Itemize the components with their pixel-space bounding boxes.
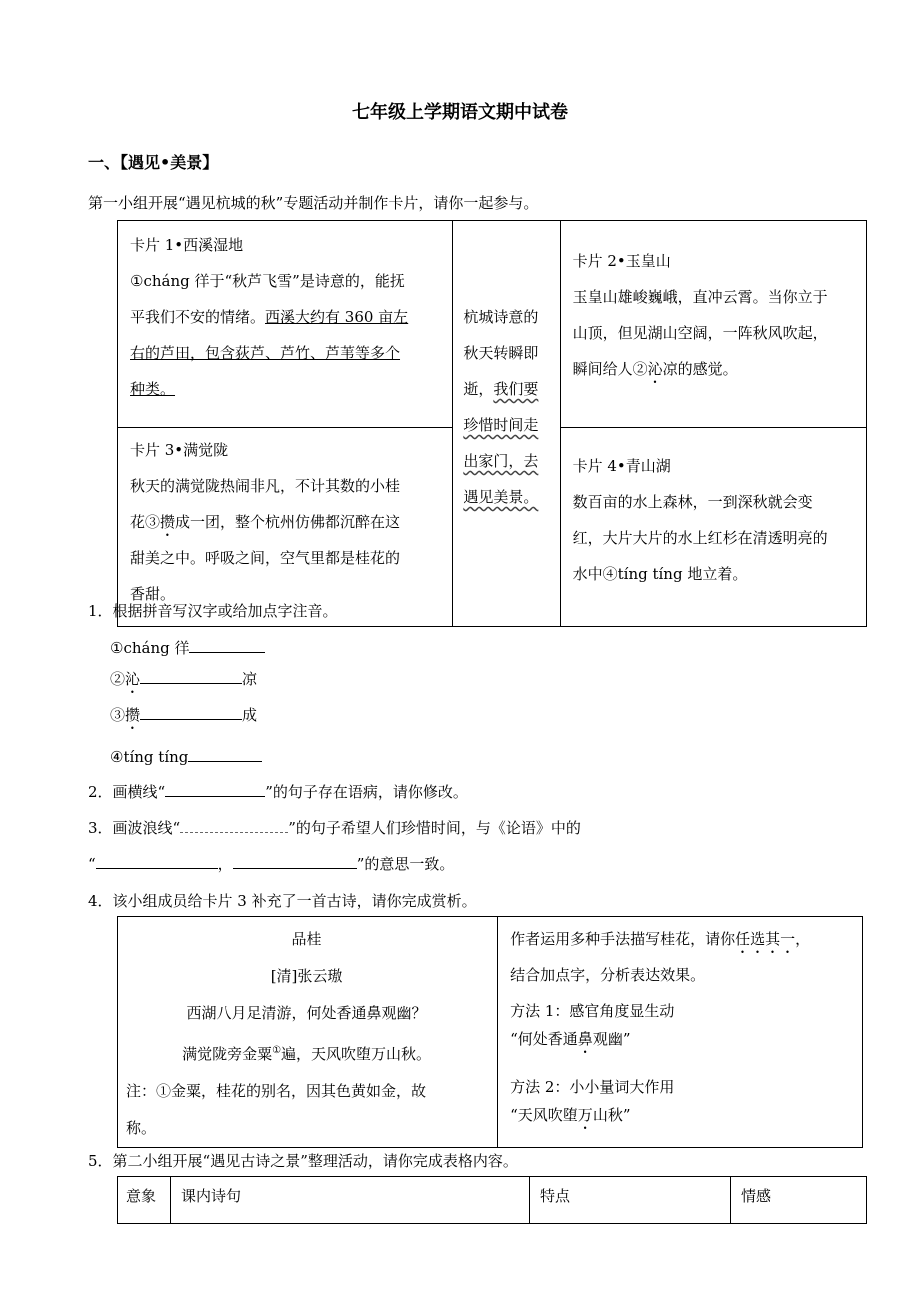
card-2-line: 玉皇山雄峻巍峨，直冲云霄。当你立于 [572,288,828,306]
header-emotion: 情感 [731,1177,867,1224]
wavy-sentence: 珍惜时间走 [463,416,539,434]
wavy-sample [180,816,288,833]
header-features: 特点 [530,1177,731,1224]
method-2: 方法 2：小小量词大作用 [510,1078,675,1096]
underlined-sentence: 种类。 [130,380,176,398]
question-text: 3．画波浪线“ [88,819,181,837]
dotted-char: 攒 [125,706,141,724]
card-3-line: 花③ [130,513,161,531]
card-4-line: 数百亩的水上森林，一到深秋就会变 [572,493,813,511]
footnote-mark: ① [272,1045,282,1056]
question-4: 4．该小组成员给卡片 3 补充了一首古诗，请你完成赏析。 [88,892,477,910]
dotted-char: 鼻 [577,1030,593,1048]
answer-4 [110,745,262,768]
card-3-title: 卡片 3•满觉陇 [130,441,229,459]
center-line: 逝， [463,380,494,398]
card-3-line: 甜美之中。呼吸之间，空气里都是桂花的 [130,549,401,567]
header-poem-lines: 课内诗句 [171,1177,530,1224]
poem-cell [118,917,498,1148]
dotted-char: 沁 [125,670,141,688]
poem-text: 遍，天风吹堕万山秋。 [281,1045,432,1063]
card-1-line: ①cháng 徉于“秋芦飞雪”是诗意的，能抚 [130,272,405,290]
underlined-sentence: 西溪大约有 360 亩左 [265,308,409,326]
poem-author: [清]张云璈 [270,967,343,985]
quote-text: “天风吹堕 [510,1106,578,1124]
section-heading: 一、【遇见•美景】 [88,153,219,172]
center-line: 杭城诗意的 [463,308,539,326]
answer-label: ③ [110,706,126,724]
method-1: 方法 1：感官角度显生动 [510,1002,675,1020]
card-3-line: 香甜。 [130,585,176,603]
card-1-title: 卡片 1•西溪湿地 [130,236,244,254]
analysis-text: 结合加点字，分析表达效果。 [510,966,706,984]
card-4-title: 卡片 4•青山湖 [572,457,671,475]
card-3-line: 秋天的满觉陇热闹非凡，不计其数的小桂 [130,477,401,495]
card-2-line: 凉的感觉。 [662,360,738,378]
card-4-line: 水中④tíng tíng 地立着。 [572,565,748,583]
dotted-char: 沁 [647,360,663,378]
page-title: 七年级上学期语文期中试卷 [352,102,568,123]
question-text: ”的句子存在语病，请你修改。 [265,783,468,801]
answer-blank[interactable] [188,745,262,762]
dotted-char: 攒 [160,513,176,531]
answer-label: ①cháng 徉 [110,639,190,657]
card-4-line: 红，大片大片的水上红杉在清透明亮的 [572,529,828,547]
card-2-line: 瞬间给人② [572,360,648,378]
wavy-sentence: 我们要 [493,380,539,398]
answer-3 [110,703,257,733]
cards-table [117,220,867,627]
question-text: ”的意思一致。 [356,855,455,873]
question-2 [88,780,468,803]
poem-line: 西湖八月足清游，何处香通鼻观幽？ [186,1004,427,1022]
question-text: “ [88,855,96,873]
intro-text: 第一小组开展“遇见杭城的秋”专题活动并制作卡片，请你一起参与。 [88,194,539,212]
card-1 [118,221,453,428]
card-3 [118,428,453,627]
analysis-text: ， [795,930,811,948]
answer-label: ② [110,670,126,688]
poem-note: 称。 [126,1119,157,1137]
poem-text: 满觉陇旁金粟 [182,1045,273,1063]
answer-blank[interactable] [96,852,218,869]
answer-label: 凉 [242,670,258,688]
question-text: ， [217,855,233,873]
method-1-quote [510,1025,862,1057]
analysis-text: 作者运用多种手法描写桂花，请你 [510,930,736,948]
header-imagery: 意象 [118,1177,171,1224]
question-5: 5．第二小组开展“遇见古诗之景”整理活动，请你完成表格内容。 [88,1152,518,1170]
poem-table [117,916,863,1148]
question-1: 1．根据拼音写汉字或给加点字注音。 [88,602,338,620]
center-line: 秋天转瞬即 [463,344,539,362]
poem-title: 品桂 [291,930,322,948]
method-2-quote [510,1101,862,1133]
question-3 [88,816,581,839]
quote-text: 观幽” [592,1030,631,1048]
imagery-table [117,1176,867,1224]
question-text: ”的句子希望人们珍惜时间，与《论语》中的 [288,819,581,837]
answer-label: ④tíng tíng [110,748,189,766]
poem-note: 注：①金粟，桂花的别名，因其色黄如金，故 [126,1082,427,1100]
answer-blank[interactable] [233,852,357,869]
answer-blank[interactable] [140,667,242,684]
wavy-sentence: 遇见美景。 [463,488,539,506]
card-3-line: 成一团，整个杭州仿佛都沉醉在这 [175,513,401,531]
dotted-char: 万 [577,1106,593,1124]
wavy-sentence: 出家门，去 [463,452,539,470]
underline-sample [165,780,265,797]
poem-line [126,1032,487,1073]
quote-text: 山秋” [592,1106,631,1124]
answer-1 [110,636,265,659]
dotted-text: 任选其一 [735,930,796,948]
card-2-line: 山顶，但见湖山空阔，一阵秋风吹起， [572,324,828,342]
card-4 [560,428,866,627]
answer-label: 成 [242,706,258,724]
quote-text: “何处香通 [510,1030,578,1048]
question-3-blanks [88,852,454,875]
question-text: 2．画横线“ [88,783,166,801]
card-1-line: 平我们不安的情绪。 [130,308,266,326]
underlined-sentence: 右的芦田，包含荻芦、芦竹、芦苇等多个 [130,344,401,362]
card-2-title: 卡片 2•玉皇山 [572,252,671,270]
answer-blank[interactable] [189,636,265,653]
answer-blank[interactable] [140,703,242,720]
answer-2 [110,667,257,697]
card-2 [560,221,866,428]
center-cell [453,221,560,627]
analysis-cell [498,917,863,1148]
